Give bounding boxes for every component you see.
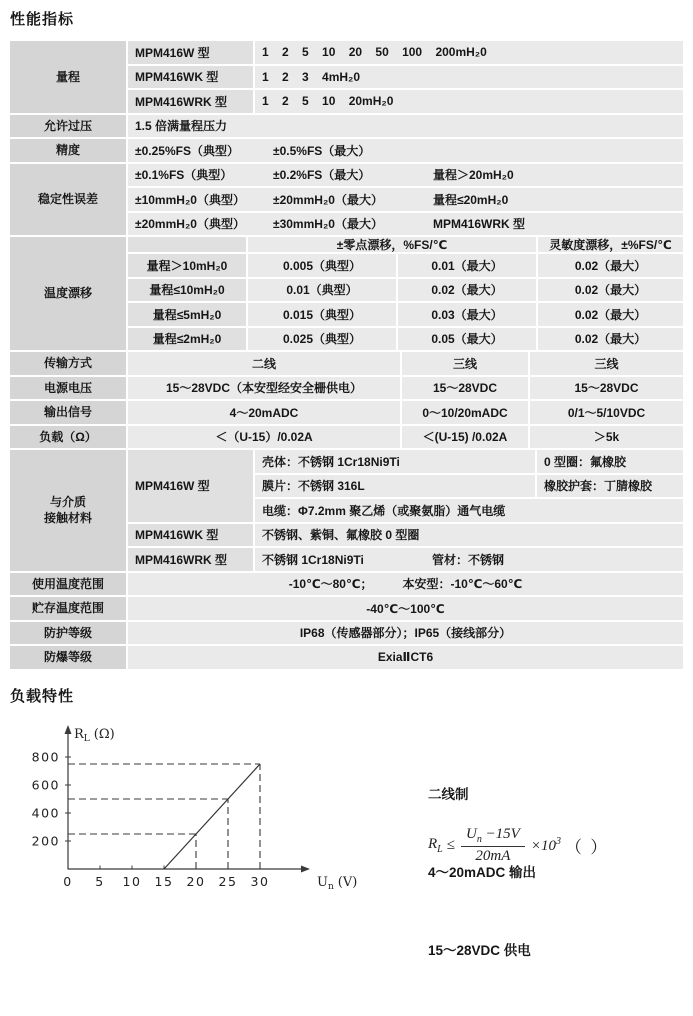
load-a: ＜（U-15）/0.02A <box>128 426 400 449</box>
y-tick-label: 800 <box>31 749 60 764</box>
accuracy-value <box>128 139 683 162</box>
supply-row <box>10 377 683 400</box>
materials-wrk-pipe: 管材：不锈钢 <box>432 552 505 567</box>
supply-b: 15～28VDC <box>402 377 528 400</box>
x-tick-label: 10 <box>122 873 142 889</box>
x-tick-label: 0 <box>63 873 73 889</box>
temp-drift-sens: 0.02（最大） <box>538 254 683 277</box>
materials-w-sleeve: 橡胶护套：丁腈橡胶 <box>537 475 683 498</box>
materials-wrk-model: MPM416WRK 型 <box>128 548 253 571</box>
formula-denominator: 20mA <box>475 848 511 864</box>
protection-value: IP68（传感器部分）；IP65（接线部分） <box>128 622 683 645</box>
table-row <box>255 475 683 498</box>
materials-label-line1: 与介质 <box>49 495 86 510</box>
protection-label: 防护等级 <box>10 622 126 645</box>
materials-w-cable: 电缆：Φ7.2mm 聚乙烯（或聚氨脂）通气电缆 <box>255 499 683 522</box>
spec-table <box>10 41 683 669</box>
materials-w-model: MPM416W 型 <box>128 450 253 522</box>
explosion-label: 防爆等级 <box>10 646 126 669</box>
stability-note: 量程＞20mH₂0 <box>433 168 514 183</box>
storage-temp-label: 贮存温度范围 <box>10 597 126 620</box>
y-tick-label: 200 <box>31 833 60 848</box>
temp-drift-typical: 0.015（典型） <box>248 303 396 326</box>
table-row <box>128 213 683 236</box>
range-section <box>10 41 683 113</box>
temp-drift-rows <box>128 237 683 350</box>
output-c: 0/1～5/10VDC <box>530 401 683 424</box>
load-row <box>10 426 683 449</box>
table-row <box>128 279 683 302</box>
x-axis-arrow-icon <box>301 865 310 872</box>
materials-w-block <box>128 450 683 522</box>
supply-a: 15～28VDC（本安型经安全栅供电） <box>128 377 400 400</box>
temp-drift-max: 0.05（最大） <box>398 328 536 351</box>
explosion-row <box>10 646 683 669</box>
output-a: 4～20mADC <box>128 401 400 424</box>
x-tick-label: 5 <box>95 873 105 889</box>
stability-max: ±30mmH₂0（最大） <box>273 217 383 232</box>
explosion-value: ExiaⅡCT6 <box>128 646 683 669</box>
table-row <box>128 524 683 547</box>
y-axis-arrow-icon <box>65 725 72 734</box>
temp-drift-range: 量程＞10mH₂0 <box>128 254 246 277</box>
op-temp-label: 使用温度范围 <box>10 573 126 596</box>
stability-value <box>128 164 683 187</box>
y-tick-label: 400 <box>31 805 60 820</box>
range-model: MPM416WRK 型 <box>128 90 253 113</box>
x-tick-label: 25 <box>218 873 238 889</box>
stability-typical: ±20mmH₂0（典型） <box>135 217 245 232</box>
table-row <box>128 90 683 113</box>
load-characteristics <box>0 722 693 958</box>
supply-c: 15～28VDC <box>530 377 683 400</box>
range-model: MPM416W 型 <box>128 41 253 64</box>
transmission-c: 三线 <box>530 352 683 375</box>
load-b: ＜(U-15) /0.02A <box>402 426 528 449</box>
table-row <box>128 303 683 326</box>
accuracy-row <box>10 139 683 162</box>
temp-drift-sens: 0.02（最大） <box>538 303 683 326</box>
note-line: 15～28VDC 供电 <box>428 942 531 958</box>
formula-multiplier: $\times 10^3$ <box>530 835 561 854</box>
overpressure-value: 1.5 倍满量程压力 <box>128 115 683 138</box>
temp-drift-typical: 0.01（典型） <box>248 279 396 302</box>
accuracy-typical: ±0.25%FS（典型） <box>135 143 239 158</box>
temp-drift-sens: 0.02（最大） <box>538 328 683 351</box>
output-row <box>10 401 683 424</box>
transmission-label: 传输方式 <box>10 352 126 375</box>
formula-numerator: $U_n -15V$ <box>461 826 525 848</box>
y-axis-label: $R_L$ (Ω) <box>74 726 115 744</box>
accuracy-max: ±0.5%FS（最大） <box>273 143 371 158</box>
load-formula <box>428 826 609 866</box>
page-title-performance: 性能指标 <box>10 11 75 28</box>
op-temp-value: -10℃～80℃； 本安型：-10℃～60℃ <box>128 573 683 596</box>
materials-label-line2: 接触材料 <box>43 511 92 526</box>
materials-wk-model: MPM416WK 型 <box>128 524 253 547</box>
formula-lhs: $R_L$ <box>428 835 443 855</box>
range-rows <box>128 41 683 113</box>
materials-rows <box>128 450 683 571</box>
materials-wrk-value <box>255 548 683 571</box>
table-row <box>255 450 683 473</box>
overpressure-label: 允许过压 <box>10 115 126 138</box>
stability-typical: ±0.1%FS（典型） <box>135 168 233 183</box>
stability-label: 稳定性误差 <box>10 164 126 236</box>
x-tick-label: 20 <box>186 873 206 889</box>
x-axis-label: $U_n$ (V) <box>317 874 358 892</box>
materials-w-diaphragm: 膜片：不锈钢 316L <box>255 475 535 498</box>
stability-max: ±20mmH₂0（最大） <box>273 192 383 207</box>
temp-drift-header-zero: ±零点漂移，%FS/℃ <box>248 237 536 252</box>
y-tick-label: 600 <box>31 777 60 792</box>
x-tick-label: 15 <box>154 873 174 889</box>
table-row <box>128 66 683 89</box>
materials-w-shell: 壳体：不锈钢 1Cr18Ni9Ti <box>255 450 535 473</box>
stability-value <box>128 213 683 236</box>
temp-drift-typical: 0.025（典型） <box>248 328 396 351</box>
range-values: 1 2 5 10 20mH₂0 <box>255 90 683 113</box>
temp-drift-label: 温度漂移 <box>10 237 126 350</box>
stability-value <box>128 188 683 211</box>
page-title-load: 负载特性 <box>10 687 75 705</box>
supply-label: 电源电压 <box>10 377 126 400</box>
range-values: 1 2 5 10 20 50 100 200mH₂0 <box>255 41 683 64</box>
stability-note: 量程≤20mH₂0 <box>433 192 509 207</box>
temp-drift-typical: 0.005（典型） <box>248 254 396 277</box>
temp-drift-header-sens: 灵敏度漂移，±%FS/℃ <box>538 237 683 252</box>
note-line: 4～20mADC 输出 <box>428 864 537 880</box>
stability-note: MPM416WRK 型 <box>433 217 526 232</box>
temp-drift-max: 0.03（最大） <box>398 303 536 326</box>
stability-rows <box>128 164 683 236</box>
table-row <box>128 188 683 211</box>
temp-drift-range: 量程≤2mH₂0 <box>128 328 246 351</box>
op-temp-row <box>10 573 683 596</box>
temp-drift-header-row <box>128 237 683 252</box>
stability-max: ±0.2%FS（最大） <box>273 168 371 183</box>
table-row <box>128 328 683 351</box>
temp-drift-sens: 0.02（最大） <box>538 279 683 302</box>
range-values: 1 2 3 4mH₂0 <box>255 66 683 89</box>
formula-relation: ≤ <box>446 836 455 853</box>
transmission-row <box>10 352 683 375</box>
temp-drift-max: 0.02（最大） <box>398 279 536 302</box>
temp-drift-range: 量程≤10mH₂0 <box>128 279 246 302</box>
output-b: 0～10/20mADC <box>402 401 528 424</box>
table-row <box>128 254 683 277</box>
range-label: 量程 <box>10 41 126 113</box>
temp-drift-section <box>10 237 683 350</box>
materials-w-oring: 0 型圈：氟橡胶 <box>537 450 683 473</box>
stability-typical: ±10mmH₂0（典型） <box>135 192 245 207</box>
table-row <box>128 548 683 571</box>
temp-drift-max: 0.01（最大） <box>398 254 536 277</box>
formula-fraction <box>461 826 525 866</box>
formula-unit-paren: （ ） <box>564 837 610 857</box>
transmission-a: 二线 <box>128 352 400 375</box>
transmission-b: 三线 <box>402 352 528 375</box>
protection-row <box>10 622 683 645</box>
storage-temp-row <box>10 597 683 620</box>
materials-label <box>10 450 126 571</box>
stability-section <box>10 164 683 236</box>
accuracy-label: 精度 <box>10 139 126 162</box>
temp-drift-range: 量程≤5mH₂0 <box>128 303 246 326</box>
output-label: 输出信号 <box>10 401 126 424</box>
materials-wrk-steel: 不锈钢 1Cr18Ni9Ti <box>262 552 364 567</box>
load-c: ＞5k <box>530 426 683 449</box>
materials-wk-value: 不锈钢、紫铜、氟橡胶 0 型圈 <box>255 524 683 547</box>
materials-w-values <box>255 450 683 522</box>
note-line: 二线制 <box>428 786 469 802</box>
overpressure-row <box>10 115 683 138</box>
table-row <box>128 41 683 64</box>
load-label: 负载（Ω） <box>10 426 126 449</box>
table-row <box>255 499 683 522</box>
wiring-notes <box>428 730 536 1016</box>
materials-section <box>10 450 683 571</box>
x-tick-label: 30 <box>250 873 270 889</box>
load-characteristics-chart <box>4 722 424 907</box>
range-model: MPM416WK 型 <box>128 66 253 89</box>
storage-temp-value: -40℃～100℃ <box>128 597 683 620</box>
temp-drift-header-spacer <box>128 237 246 252</box>
load-limit-line <box>164 764 260 869</box>
table-row <box>128 164 683 187</box>
